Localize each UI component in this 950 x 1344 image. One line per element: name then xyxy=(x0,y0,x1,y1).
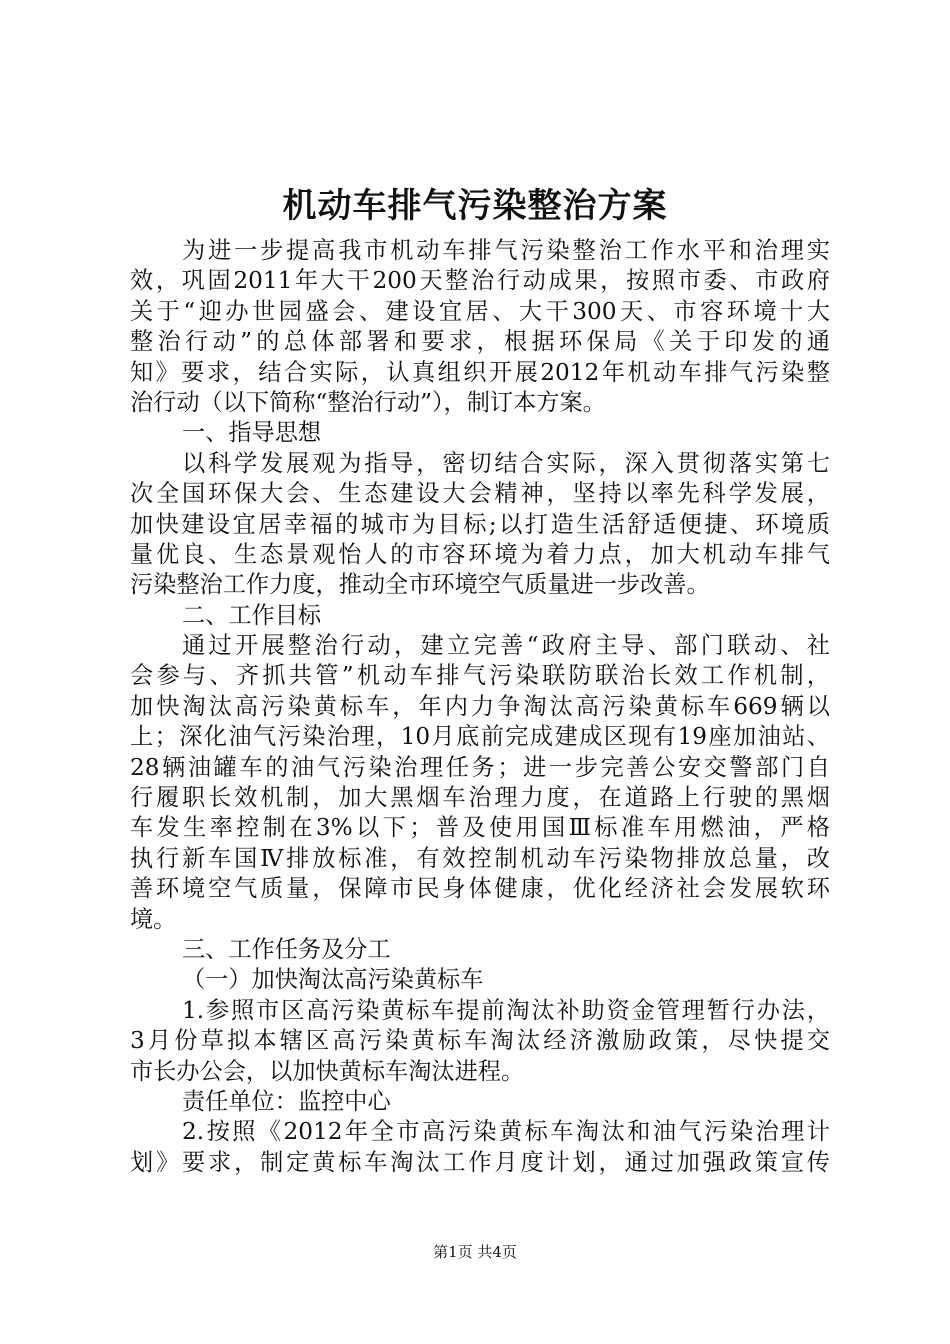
text-line: 知》要求，结合实际，认真组织开展2012年机动车排气污染整 xyxy=(130,358,830,386)
text-line: 执行新车国Ⅳ排放标准，有效控制机动车污染物排放总量，改 xyxy=(130,844,830,872)
text-line: 加快建设宜居幸福的城市为目标;以打造生活舒适便捷、环境质 xyxy=(130,510,830,538)
text-line: 上；深化油气污染治理，10月底前完成建成区现有19座加油站、 xyxy=(130,723,830,751)
text-line: 一、指导思想 xyxy=(182,419,322,447)
text-line: 整治行动”的总体部署和要求，根据环保局《关于印发的通 xyxy=(130,328,830,356)
text-line: 量优良、生态景观怡人的市容环境为着力点，加大机动车排气 xyxy=(130,540,830,568)
text-line: 市长办公会，以加快黄标车淘汰进程。 xyxy=(130,1057,525,1085)
document-title: 机动车排气污染整治方案 xyxy=(282,186,668,226)
text-line: 境。 xyxy=(130,905,177,933)
text-line: 1.参照市区高污染黄标车提前淘汰补助资金管理暂行办法， xyxy=(182,996,830,1024)
text-line: 行履职长效机制，加大黑烟车治理力度，在道路上行驶的黑烟 xyxy=(130,784,830,812)
text-line: 善环境空气质量，保障市民身体健康，优化经济社会发展软环 xyxy=(130,875,830,903)
text-line: 加快淘汰高污染黄标车，年内力争淘汰高污染黄标车669辆以 xyxy=(130,692,830,720)
text-line: 污染整治工作力度，推动全市环境空气质量进一步改善。 xyxy=(130,571,710,599)
text-line: （一）加快淘汰高污染黄标车 xyxy=(182,966,484,994)
text-line: 车发生率控制在3%以下；普及使用国Ⅲ标准车用燃油，严格 xyxy=(130,814,830,842)
text-line: 治行动（以下简称“整治行动”），制订本方案。 xyxy=(130,388,606,416)
page-number: 第1页 共4页 xyxy=(433,1243,517,1261)
text-line: 以科学发展观为指导，密切结合实际，深入贯彻落实第七 xyxy=(182,449,830,477)
text-line: 通过开展整治行动，建立完善“政府主导、部门联动、社 xyxy=(182,632,830,660)
text-line: 划》要求，制定黄标车淘汰工作月度计划，通过加强政策宣传 xyxy=(130,1148,830,1176)
text-line: 会参与、齐抓共管”机动车排气污染联防联治长效工作机制， xyxy=(130,662,830,690)
text-line: 2.按照《2012年全市高污染黄标车淘汰和油气污染治理计 xyxy=(182,1118,830,1146)
text-line: 3月份草拟本辖区高污染黄标车淘汰经济激励政策，尽快提交 xyxy=(130,1027,830,1055)
text-line: 二、工作目标 xyxy=(182,601,322,629)
text-line: 效，巩固2011年大干200天整治行动成果，按照市委、市政府 xyxy=(130,267,830,295)
text-line: 28辆油罐车的油气污染治理任务；进一步完善公安交警部门自 xyxy=(130,753,830,781)
text-line: 关于“迎办世园盛会、建设宜居、大干300天、市容环境十大 xyxy=(130,297,830,325)
text-line: 责任单位：监控中心 xyxy=(182,1087,391,1115)
text-line: 三、工作任务及分工 xyxy=(182,935,391,963)
document-body xyxy=(130,236,830,1178)
text-line: 次全国环保大会、生态建设大会精神，坚持以率先科学发展， xyxy=(130,480,830,508)
text-line: 为进一步提高我市机动车排气污染整治工作水平和治理实 xyxy=(182,237,830,264)
